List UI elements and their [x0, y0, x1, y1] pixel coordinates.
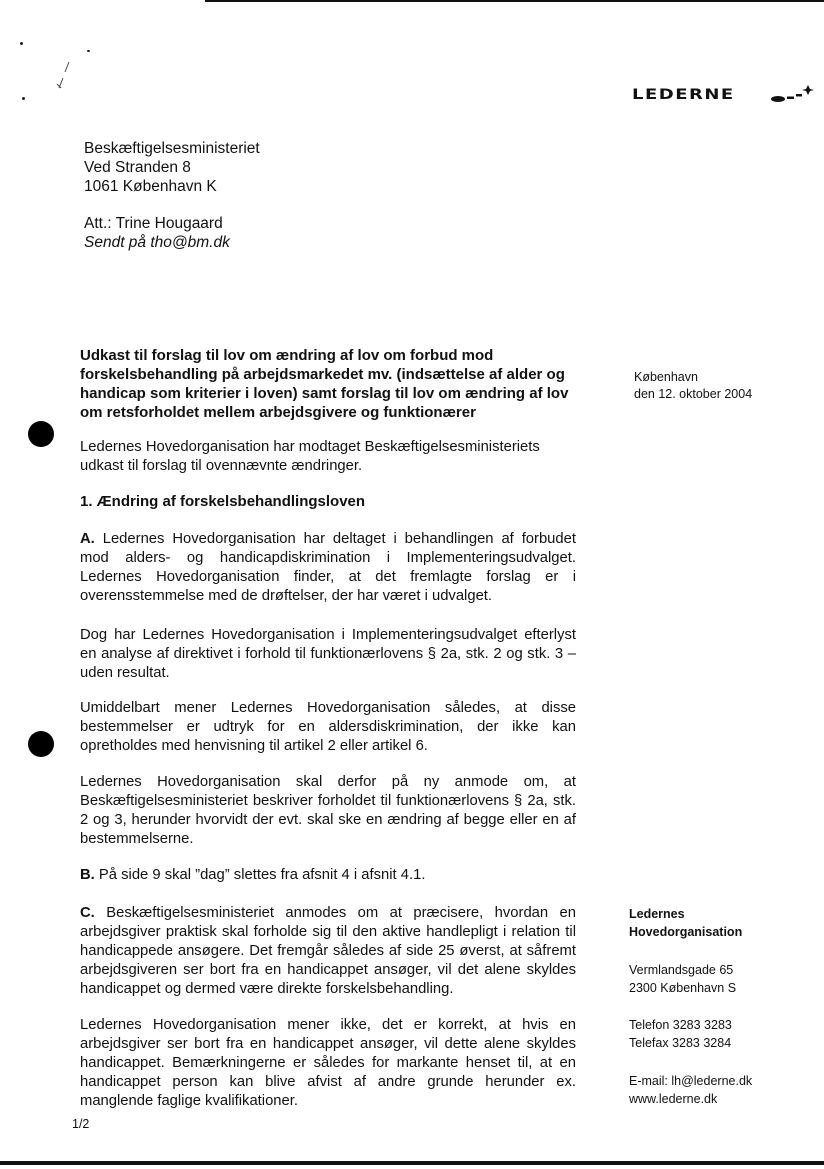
place-date: [634, 369, 752, 403]
letter-title: Udkast til forslag til lov om ændring af lov om forbud mod forskelsbehandling på arbejdsmarkedet mv. (indsættelse af alder og handicap som kriterier i loven) samt forslag til lov om ændring af lov om retsforholdet mellem arbejdsgivere og funktionærer: [80, 347, 569, 421]
logo-dots-icon: [770, 85, 822, 107]
pen-mark-icon: [55, 60, 75, 92]
scan-speck: [22, 97, 25, 100]
paragraph-b: [80, 866, 576, 885]
bottom-scan-rule: [0, 1161, 824, 1165]
punch-hole-icon: [28, 421, 54, 447]
paragraph-text: Ledernes Hovedorganisation skal derfor på ny anmode om, at Beskæftigelsesministeriet beskriver forholdet til funktionærlovens § 2a, stk. 2 og 3, herunder hvorvidt der evt. skal ske en ændring af begge eller en af bestemmelserne.: [80, 774, 576, 847]
recipient-city: 1061 København K: [84, 178, 217, 195]
paragraph-text: Ledernes Hovedorganisation har deltaget i behandlingen af forbudet mod alders- og handicapdiskrimination i Implementeringsudvalget. Ledernes Hovedorganisation finder, at det fremlagte forslag er i overensstemmelse med de drøftelser, der har været i udvalget.: [80, 531, 576, 604]
paragraph-label: C.: [80, 905, 95, 921]
paragraph-label: B.: [80, 867, 95, 883]
sent-to-line: Sendt på tho@bm.dk: [84, 234, 230, 251]
footer-org-line: Ledernes: [629, 907, 685, 921]
scan-speck: [87, 50, 90, 52]
paragraph-label: A.: [80, 531, 95, 547]
paragraph-text: Dog har Ledernes Hovedorganisation i Implementeringsudvalget efterlyst en analyse af direktivet i forhold til funktionærlovens § 2a, stk. 2 og stk. 3 – uden resultat.: [80, 627, 576, 681]
paragraph-c: [80, 904, 576, 999]
top-scan-rule: [205, 0, 824, 2]
paragraph-2: [80, 626, 576, 683]
attention-line: Att.: Trine Hougaard: [84, 215, 223, 232]
paragraph-text: Umiddelbart mener Ledernes Hovedorganisation således, at disse bestemmelser er udtryk for en aldersdiskrimination, der ikke kan opretholdes med henvisning til artikel 2 eller artikel 6.: [80, 700, 576, 754]
footer-phones: [629, 1017, 732, 1052]
section-heading: 1. Ændring af forskelsbehandlingsloven: [80, 493, 366, 510]
paragraph-4: [80, 773, 576, 849]
date: den 12. oktober 2004: [634, 387, 753, 401]
footer-contact: [629, 1073, 752, 1108]
footer-email[interactable]: E-mail: lh@lederne.dk: [629, 1074, 753, 1088]
recipient-street: Ved Stranden 8: [84, 159, 191, 176]
intro-text: Ledernes Hovedorganisation har modtaget Beskæftigelsesministeriets udkast til forslag til ovennævnte ændringer.: [80, 439, 540, 474]
paragraph-text: På side 9 skal ”dag” slettes fra afsnit 4 i afsnit 4.1.: [94, 867, 426, 883]
intro-paragraph: [80, 438, 576, 476]
footer-org-line: Hovedorganisation: [629, 924, 743, 939]
paragraph-text: Ledernes Hovedorganisation mener ikke, det er korrekt, at hvis en arbejdsgiver ser bort fra en handicappet ansøger, vil dette alene skyldes handicappet. Bemærkningerne er således for markante henset til, at en handicappet person kan blive afvist af andre grunde herunder ex. manglende faglige kvalifikationer.: [80, 1017, 576, 1109]
punch-hole-icon: [28, 731, 54, 757]
footer-phone: Telefon 3283 3283: [629, 1018, 732, 1032]
paragraph-text: Beskæftigelsesministeriet anmodes om at præcisere, hvordan en arbejdsgiver praktisk skal forholde sig til den aktive handlepligt i relation til handicappede ansøgere. Det fremgår således af side 25 øverst, at såfremt arbejdsgiveren ser bort fra en handicappet ansøger, vil det alene skyldes handicappet og dermed være direkte forskelsbehandling.: [80, 905, 576, 997]
footer-fax: Telefax 3283 3284: [629, 1035, 732, 1050]
recipient-name: Beskæftigelsesministeriet: [84, 140, 260, 157]
place: København: [634, 370, 698, 384]
paragraph-3: [80, 699, 576, 756]
footer-address: [629, 962, 736, 997]
footer-organisation: [629, 906, 742, 941]
footer-website[interactable]: www.lederne.dk: [629, 1091, 718, 1106]
logo-text: LEDERNE: [632, 86, 735, 103]
recipient-address: [84, 139, 260, 196]
footer-street: Vermlandsgade 65: [629, 963, 734, 977]
page-number: 1/2: [72, 1117, 90, 1131]
scan-speck: [20, 42, 23, 45]
lederne-logo: [632, 85, 822, 109]
paragraph-a: [80, 530, 576, 606]
footer-city: 2300 København S: [629, 980, 737, 995]
attention-block: [84, 214, 230, 252]
paragraph-7: [80, 1016, 576, 1111]
